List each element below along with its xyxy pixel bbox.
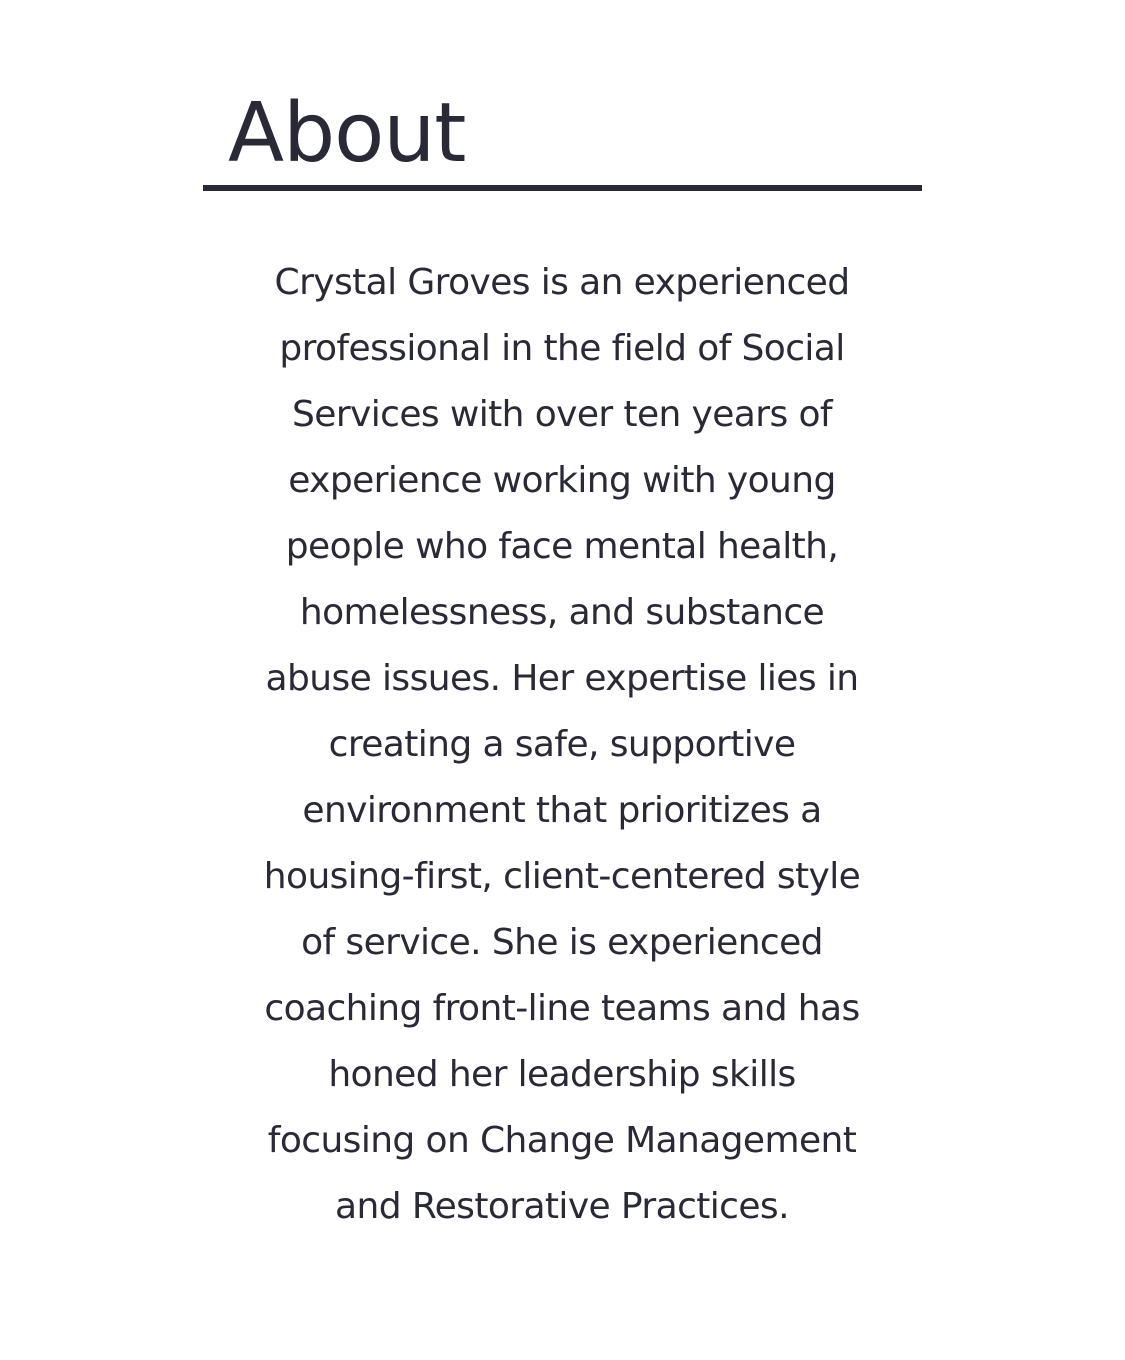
bio-line: environment that prioritizes a (302, 790, 822, 831)
title-divider (203, 185, 922, 191)
bio-line: creating a safe, supportive (328, 724, 796, 765)
bio-line: experience working with young (288, 460, 836, 501)
bio-line: homelessness, and substance (299, 592, 825, 633)
bio-line: people who face mental health, (285, 526, 839, 567)
bio-line: Crystal Groves is an experienced (274, 262, 850, 303)
bio-line: focusing on Change Management (267, 1120, 857, 1161)
bio-line: and Restorative Practices. (335, 1186, 789, 1227)
bio-line: Services with over ten years of (292, 394, 832, 435)
bio-line: honed her leadership skills (328, 1054, 796, 1095)
bio-line: professional in the field of Social (279, 328, 845, 369)
bio-paragraph (212, 250, 912, 1240)
page-title: About (228, 86, 466, 181)
bio-line: coaching front-line teams and has (264, 988, 860, 1029)
bio-line: abuse issues. Her expertise lies in (265, 658, 859, 699)
bio-line: of service. She is experienced (301, 922, 823, 963)
bio-line: housing-first, client-centered style (263, 856, 861, 897)
